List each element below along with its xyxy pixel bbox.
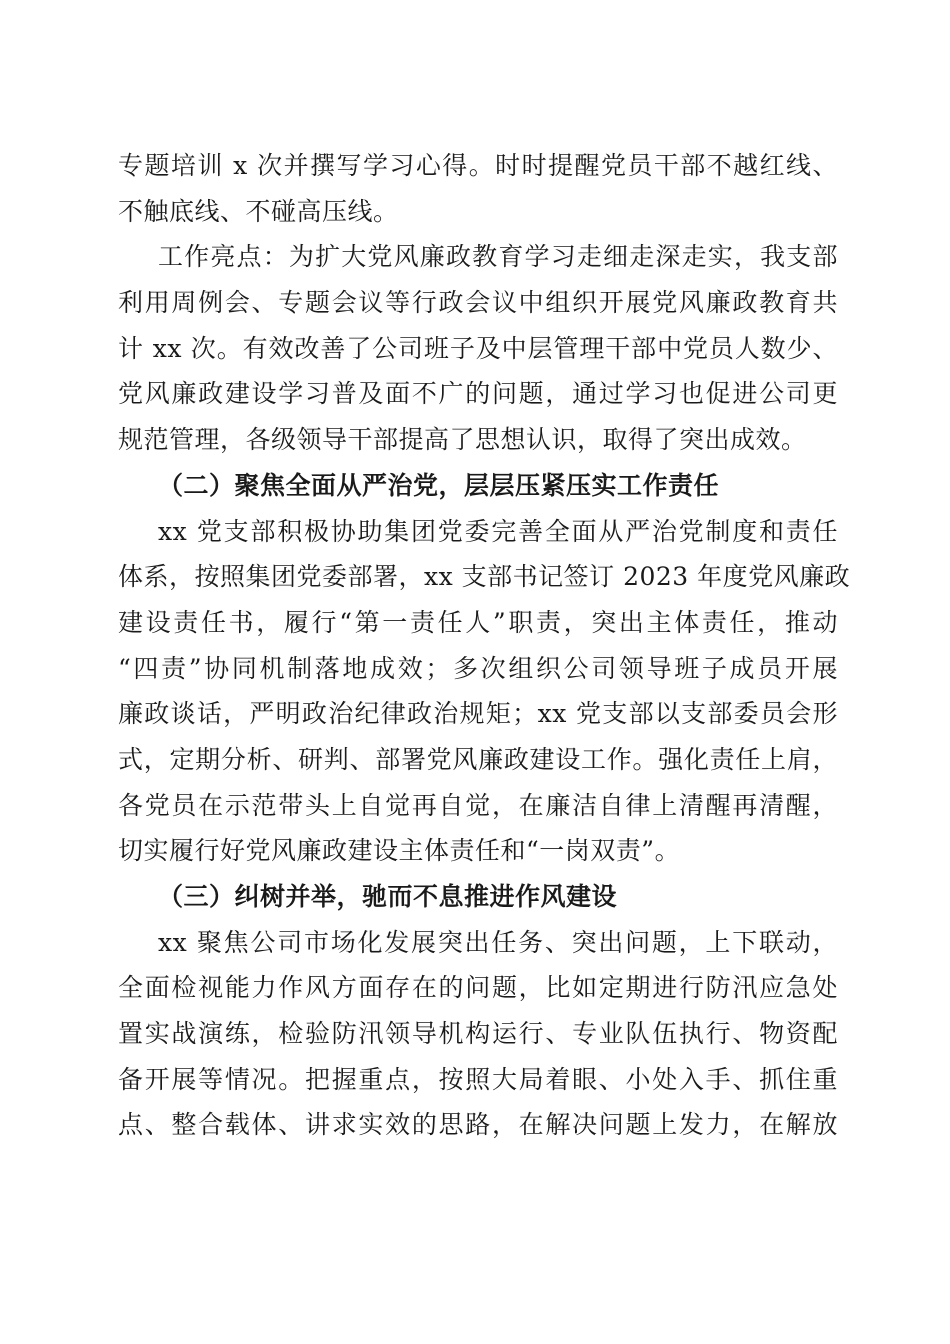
body-line: 备开展等情况。把握重点，按照大局着眼、小处入手、抓住重: [118, 1064, 838, 1094]
body-line: 规范管理，各级领导干部提高了思想认识，取得了突出成效。: [118, 425, 807, 455]
section-heading: （三）纠树并举，驰而不息推进作风建设: [158, 882, 618, 911]
body-line: 廉政谈话，严明政治纪律政治规矩；xx 党支部以支部委员会形: [118, 699, 838, 729]
body-line: 置实战演练，检验防汛领导机构运行、专业队伍执行、物资配: [118, 1019, 838, 1049]
section-heading: （二）聚焦全面从严治党，层层压紧压实工作责任: [158, 470, 720, 500]
body-line: 各党员在示范带头上自觉再自觉，在廉洁自律上清醒再清醒，: [118, 790, 838, 820]
body-line: xx 党支部积极协助集团党委完善全面从严治党制度和责任: [158, 516, 838, 546]
body-line: 工作亮点：为扩大党风廉政教育学习走细走深走实，我支部: [158, 242, 838, 272]
body-line: 利用周例会、专题会议等行政会议中组织开展党风廉政教育共: [118, 288, 838, 318]
body-line: 切实履行好党风廉政建设主体责任和“一岗双责”。: [118, 836, 681, 866]
body-line: 专题培训 x 次并撰写学习心得。时时提醒党员干部不越红线、: [118, 151, 838, 180]
body-line: 建设责任书，履行“第一责任人”职责，突出主体责任，推动: [118, 607, 838, 637]
body-line: “四责”协同机制落地成效；多次组织公司领导班子成员开展: [118, 653, 838, 683]
body-line: 计 xx 次。有效改善了公司班子及中层管理干部中党员人数少、: [118, 333, 838, 363]
body-line: 式，定期分析、研判、部署党风廉政建设工作。强化责任上肩，: [118, 744, 838, 774]
body-line: 体系，按照集团党委部署，xx 支部书记签订 2023 年度党风廉政: [118, 562, 851, 592]
body-line: 党风廉政建设学习普及面不广的问题，通过学习也促进公司更: [118, 379, 838, 409]
document-body: [118, 143, 851, 1148]
body-line: 不触底线、不碰高压线。: [118, 196, 399, 226]
body-line: 全面检视能力作风方面存在的问题，比如定期进行防汛应急处: [118, 973, 838, 1003]
body-line: xx 聚焦公司市场化发展突出任务、突出问题，上下联动，: [158, 927, 838, 957]
body-line: 点、整合载体、讲求实效的思路，在解决问题上发力，在解放: [118, 1110, 838, 1140]
